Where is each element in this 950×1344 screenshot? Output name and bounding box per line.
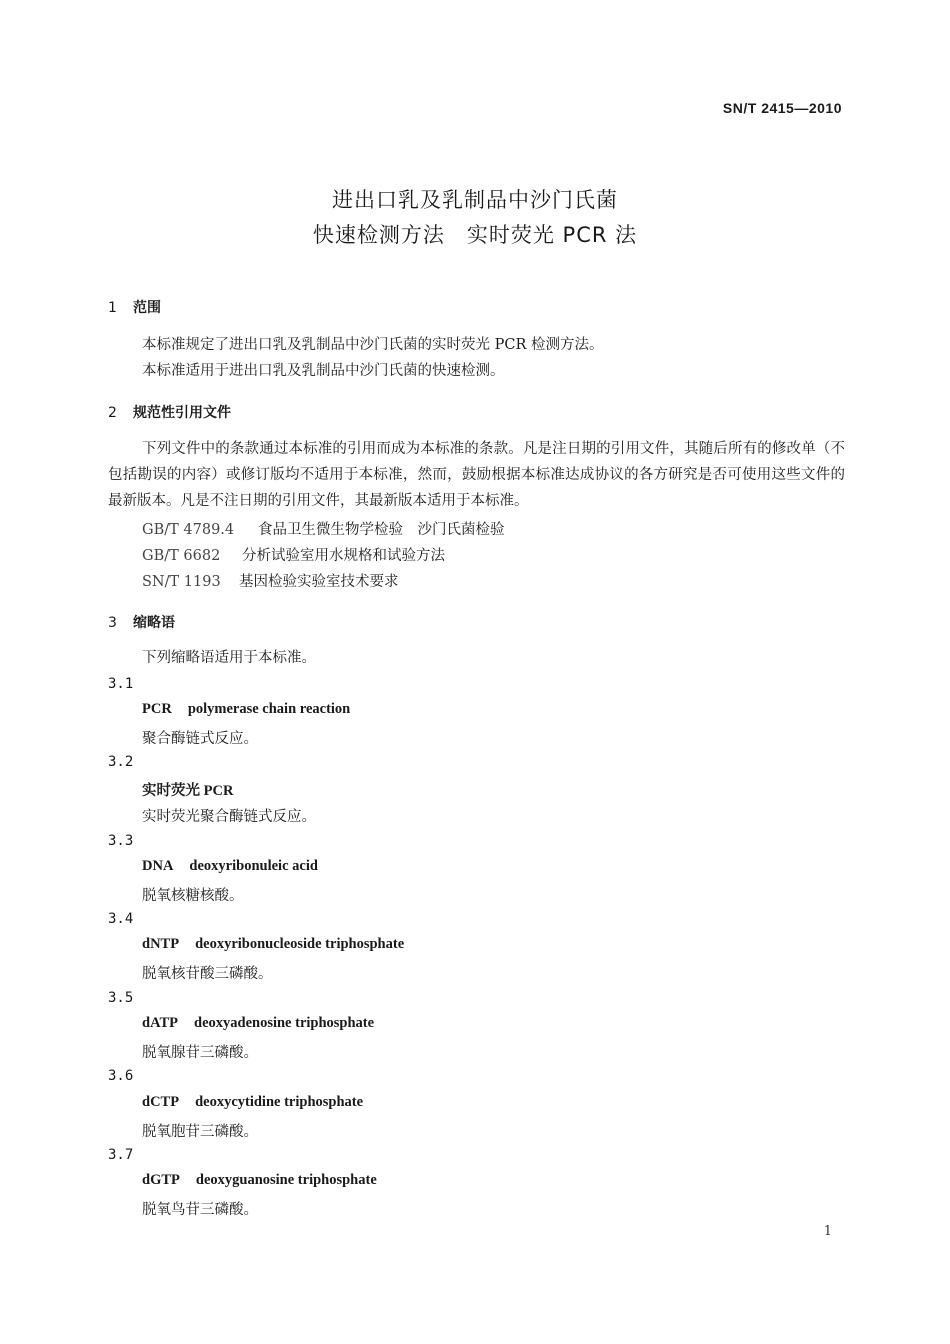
- term-number: 3.6: [108, 1068, 134, 1084]
- term-full-name: deoxyguanosine triphosphate: [195, 1172, 377, 1188]
- section-number: 1: [108, 300, 117, 316]
- reference-title: 食品卫生微生物学检验 沙门氏菌检验: [258, 522, 505, 538]
- term-full-name: deoxycytidine triphosphate: [195, 1094, 364, 1110]
- section-3-intro: 下列缩略语适用于本标准。: [142, 650, 316, 666]
- term-abbreviation: 实时荧光 PCR: [142, 783, 234, 799]
- reference-item: [142, 518, 505, 539]
- term-definition: 聚合酶链式反应。: [142, 731, 258, 747]
- standard-number: SN/T 2415—2010: [722, 100, 842, 116]
- term-abbreviation: dATP: [142, 1015, 178, 1031]
- term-definition: 脱氧核糖核酸。: [142, 888, 244, 904]
- term-number: 3.3: [108, 833, 134, 849]
- term-full-name: deoxyadenosine triphosphate: [194, 1015, 375, 1031]
- term-name: [142, 1015, 374, 1032]
- reference-code: GB/T 4789.4: [142, 522, 235, 538]
- term-number: 3.5: [108, 990, 134, 1006]
- term-number: 3.1: [108, 676, 134, 692]
- section-title: 规范性引用文件: [133, 405, 231, 421]
- section-title: 缩略语: [133, 615, 175, 631]
- document-title-line-1: 进出口乳及乳制品中沙门氏菌: [332, 188, 618, 212]
- term-full-name: deoxyribonucleoside triphosphate: [195, 936, 405, 952]
- term-name: [142, 701, 350, 718]
- reference-title: 分析试验室用水规格和试验方法: [242, 548, 445, 564]
- term-full-name: polymerase chain reaction: [187, 701, 351, 717]
- term-definition: 脱氧鸟苷三磷酸。: [142, 1202, 258, 1218]
- term-abbreviation: dNTP: [142, 936, 180, 952]
- section-number: 3: [108, 615, 117, 631]
- term-number: 3.2: [108, 754, 134, 770]
- term-name: [142, 779, 249, 800]
- term-abbreviation: DNA: [142, 858, 174, 874]
- section-2-heading: [108, 402, 231, 422]
- term-abbreviation: dGTP: [142, 1172, 180, 1188]
- term-number: 3.4: [108, 911, 134, 927]
- term-name: [142, 936, 404, 953]
- section-1-heading: [108, 297, 161, 317]
- term-name: [142, 1094, 363, 1111]
- term-definition: 实时荧光聚合酶链式反应。: [142, 809, 316, 825]
- term-number: 3.7: [108, 1147, 134, 1163]
- reference-code: SN/T 1193: [142, 574, 221, 590]
- term-full-name: deoxyribonuleic acid: [189, 858, 318, 874]
- section-number: 2: [108, 405, 117, 421]
- term-abbreviation: dCTP: [142, 1094, 180, 1110]
- section-2-paragraph: 下列文件中的条款通过本标准的引用而成为本标准的条款。凡是注日期的引用文件，其随后所有的修改单（不包括勘误的内容）或修订版均不适用于本标准，然而，鼓励根据本标准达成协议的各方研究是否可使用这些文件的最新版本。凡是不注日期的引用文件，其最新版本适用于本标准。: [108, 441, 845, 509]
- reference-item: [142, 570, 399, 591]
- reference-item: [142, 544, 445, 565]
- term-name: [142, 858, 318, 875]
- section-3-heading: [108, 612, 175, 632]
- reference-code: GB/T 6682: [142, 548, 221, 564]
- section-1-paragraph-1: 本标准规定了进出口乳及乳制品中沙门氏菌的实时荧光 PCR 检测方法。: [142, 337, 604, 353]
- page-number: 1: [823, 1224, 832, 1239]
- term-name: [142, 1172, 377, 1189]
- section-title: 范围: [133, 300, 161, 316]
- section-1-paragraph-2: 本标准适用于进出口乳及乳制品中沙门氏菌的快速检测。: [142, 363, 505, 379]
- term-definition: 脱氧胞苷三磷酸。: [142, 1124, 258, 1140]
- term-definition: 脱氧核苷酸三磷酸。: [142, 966, 273, 982]
- term-definition: 脱氧腺苷三磷酸。: [142, 1045, 258, 1061]
- reference-title: 基因检验实验室技术要求: [239, 574, 399, 590]
- document-title-line-2: 快速检测方法 实时荧光 PCR 法: [312, 223, 638, 247]
- term-abbreviation: PCR: [142, 701, 172, 717]
